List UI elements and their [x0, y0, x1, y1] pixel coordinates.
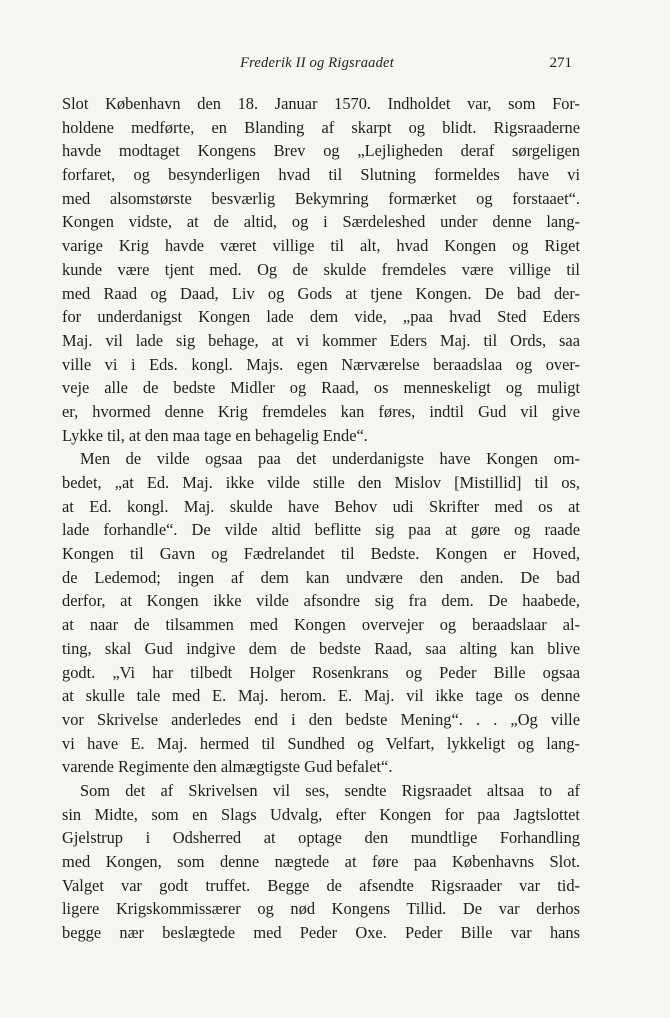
page-number: 271	[549, 55, 572, 71]
text-line: ville vi i Eds. kongl. Majs. egen Nærværelse beraadslaa og over-	[62, 354, 580, 374]
text-line: begge nær beslægtede med Peder Oxe. Peder Bille var hans	[62, 923, 580, 943]
text-line: varende Regimente den almægtigste Gud befalet“.	[62, 757, 393, 777]
text-line: at naar de tilsammen med Kongen overvejer og beraadslaar al-	[62, 615, 580, 635]
text-line: ligere Krigskommissærer og nød Kongens Tillid. De var derhos	[62, 899, 580, 919]
text-line: Valget var godt truffet. Begge de afsendte Rigsraader var tid-	[62, 875, 580, 895]
running-title: Frederik II og Rigsraadet	[240, 55, 394, 71]
text-line: veje alle de bedste Midler og Raad, os menneskeligt og muligt	[62, 378, 580, 398]
text-line: bedet, „at Ed. Maj. ikke vilde stille den Mislov [Mistillid] til os,	[62, 473, 580, 492]
text-line: med Kongen, som denne nægtede at føre paa Københavns Slot.	[62, 852, 580, 871]
text-line: Kongen til Gavn og Fædrelandet til Bedste. Kongen er Hoved,	[62, 544, 580, 564]
text-line: at skulle tale med E. Maj. herom. E. Maj. vil ikke tage os denne	[62, 686, 580, 706]
text-line: derfor, at Kongen ikke vilde afsondre sig fra dem. De haabede,	[62, 591, 580, 611]
body-text	[62, 92, 580, 945]
text-line: kunde være tjent med. Og de skulde fremdeles være villige til	[62, 259, 580, 279]
text-line: ting, skal Gud indgive dem de bedste Raad, saa alting kan blive	[62, 638, 580, 658]
text-line: Lykke til, at den maa tage en behagelig Ende“.	[62, 425, 368, 445]
text-line: sin Midte, som en Slags Udvalg, efter Kongen for paa Jagtslottet	[62, 804, 580, 824]
text-line: Som det af Skrivelsen vil ses, sendte Rigsraadet altsaa to af	[80, 780, 580, 800]
text-line: Kongen vidste, at de altid, og i Særdeleshed under denne lang-	[62, 212, 580, 232]
text-line: er, hvormed denne Krig fremdeles kan føres, indtil Gud vil give	[62, 401, 580, 421]
text-line: Slot København den 18. Januar 1570. Indholdet var, som For-	[62, 94, 580, 113]
text-line: de Ledemod; ingen af dem kan undvære den anden. De bad	[62, 567, 580, 587]
text-line: at Ed. kongl. Maj. skulde have Behov udi Skrifter med os at	[62, 496, 580, 516]
text-line: vi have E. Maj. hermed til Sundhed og Velfart, lykkeligt og lang-	[62, 733, 580, 753]
text-line: holdene medførte, en Blanding af skarpt og blidt. Rigsraaderne	[62, 117, 580, 137]
text-line: med alsomstørste besværlig Bekymring formærket og forstaaet“.	[62, 188, 580, 208]
text-line: med Raad og Daad, Liv og Gods at tjene Kongen. De bad der-	[62, 283, 580, 303]
text-line: godt. „Vi har tilbedt Holger Rosenkrans og Peder Bille ogsaa	[62, 662, 580, 682]
page-header	[62, 55, 572, 81]
text-line: Maj. vil lade sig behage, at vi kommer Eders Maj. til Ords, saa	[62, 330, 580, 350]
text-line: forfaret, og besynderligen hvad til Slutning formeldes have vi	[62, 165, 580, 185]
text-line: for underdanigst Kongen lade dem vide, „paa hvad Sted Eders	[62, 307, 580, 327]
text-line: lade forhandle“. De vilde altid beflitte sig paa at gøre og raade	[62, 520, 580, 540]
text-line: vor Skrivelse anderledes end i den bedste Mening“. . . „Og ville	[62, 709, 580, 729]
text-line: Gjelstrup i Odsherred at optage den mundtlige Forhandling	[62, 828, 580, 848]
text-line: varige Krig havde været villige til alt, hvad Kongen og Riget	[62, 236, 580, 256]
text-line: Men de vilde ogsaa paa det underdanigste have Kongen om-	[80, 449, 580, 469]
text-line: havde modtaget Kongens Brev og „Lejligheden deraf sørgeligen	[62, 141, 580, 161]
